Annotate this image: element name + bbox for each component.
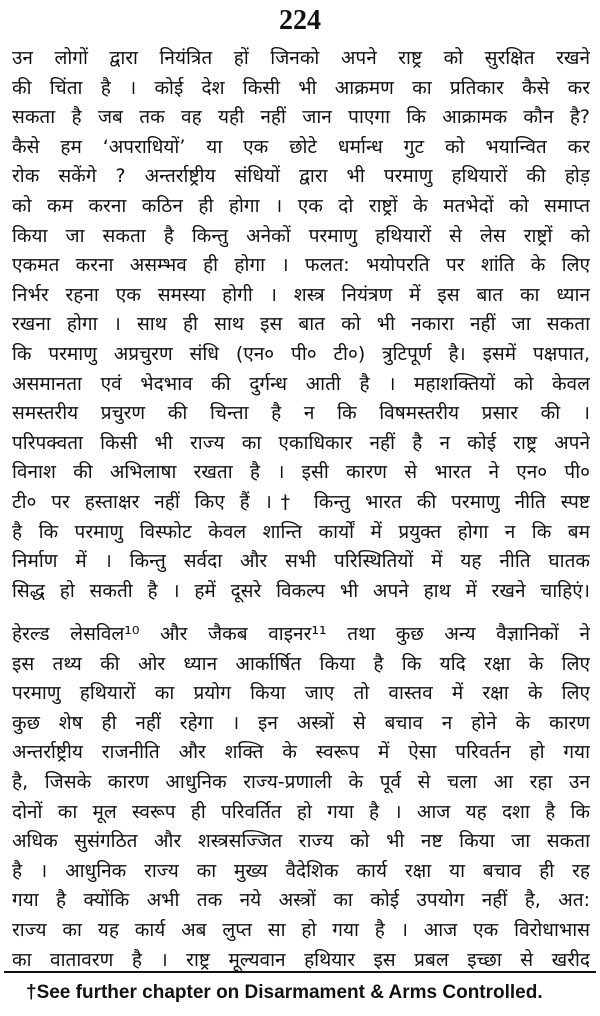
text-line: है, जिसके कारण आधुनिक राज्य-प्रणाली के पूर्व से चला आ रहा उन	[12, 770, 590, 793]
text-line: को कम करना कठिन ही होगा । एक दो राष्ट्रों के मतभेदों को समाप्त	[12, 194, 590, 217]
text-line: दोनों का मूल स्वरूप ही परिवर्तित हो गया है । आज यह दशा है कि	[12, 800, 590, 823]
text-line: सकता है जब तक वह यही नहीं जान पाएगा कि आक्रामक कौन है?	[12, 106, 590, 129]
text-line: गया है क्योंकि अभी तक नये अस्त्रों का कोई उपयोग नहीं है, अत:	[12, 889, 590, 912]
text-line: अधिक सुसंगठित और शस्त्रसज्जित राज्य को भी नष्ट किया जा सकता	[12, 830, 590, 853]
text-line: इस तथ्य की ओर ध्यान आर्कार्षित किया है कि यदि रक्षा के लिए	[12, 652, 590, 675]
text-line: है । आधुनिक राज्य का मुख्य वैदेशिक कार्य रक्षा या बचाव ही रह	[12, 859, 590, 882]
text-line: टी० पर हस्ताक्षर नहीं किए हैं ।† किन्तु भारत की परमाणु नीति स्पष्ट	[12, 490, 590, 513]
text-line: एकमत करना असम्भव ही होगा । फलत: भयोपरति पर शांति के लिए	[12, 254, 590, 277]
text-line: निर्भर रहना एक समस्या होगी । शस्त्र नियंत्रण में इस बात का ध्यान	[12, 283, 590, 306]
text-line: रोक सकेंगे ? अन्तर्राष्ट्रीय संधियों द्वारा भी परमाणु हथियारों की होड़	[12, 165, 590, 188]
text-line: असमानता एवं भेदभाव की दुर्गन्ध आती है । महाशक्तियों को केवल	[12, 372, 590, 395]
text-line: परमाणु हथियारों का प्रयोग किया जाए तो वास्तव में रक्षा के लिए	[12, 682, 590, 705]
footnote-divider	[4, 971, 596, 973]
text-line: उन लोगों द्वारा नियंत्रित हों जिनको अपने राष्ट्र को सुरक्षित रखने	[12, 47, 590, 69]
text-line: रखना होगा । साथ ही साथ इस बात को भी नकारा नहीं जा सकता	[12, 313, 590, 336]
text-line: अन्तर्राष्ट्रीय राजनीति और शक्ति के स्वरूप में ऐसा परिवर्तन हो गया	[12, 741, 590, 764]
text-line: का वातावरण है । राष्ट्र मूल्यवान हथियार इस प्रबल इच्छा से खरीद	[12, 948, 590, 971]
paragraph-1	[12, 44, 590, 606]
text-line: समस्तरीय प्रचुरण की चिन्ता है न कि विषमस्तरीय प्रसार की ।	[12, 402, 590, 425]
footnote: †See further chapter on Disarmament & Arms Controlled.	[26, 982, 543, 1003]
text-line: है कि परमाणु विस्फोट केवल शान्ति कार्यों में प्रयुक्त होगा न कि बम	[12, 520, 590, 543]
text-line: सिद्ध हो सकती है । हमें दूसरे विकल्प भी अपने हाथ में रखने चाहिएं।	[12, 579, 590, 602]
text-line: कुछ शेष ही नहीं रहेगा । इन अस्त्रों से बचाव न होने के कारण	[12, 711, 590, 734]
text-line: कि परमाणु अप्रचुरण संधि (एन० पी० टी०) त्रुटिपूर्ण है। इसमें पक्षपात,	[12, 342, 590, 365]
paragraph-2	[12, 620, 590, 975]
text-line: कैसे हम ‘अपराधियों’ या एक छोटे धर्मान्ध गुट को भयान्वित कर	[12, 135, 590, 158]
text-line: विनाश की अभिलाषा रखता है । इसी कारण से भारत ने एन० पी०	[12, 461, 590, 484]
text-line: हेरल्ड लेसविल¹⁰ और जैकब वाइनर¹¹ तथा कुछ अन्य वैज्ञानिकों ने	[12, 623, 590, 645]
text-line: राज्य का यह कार्य अब लुप्त सा हो गया है । आज एक विरोधाभास	[12, 918, 590, 941]
text-line: परिपक्वता किसी भी राज्य का एकाधिकार नहीं है न कोई राष्ट्र अपने	[12, 431, 590, 454]
text-line: की चिंता है । कोई देश किसी भी आक्रमण का प्रतिकार कैसे कर	[12, 76, 590, 99]
page-number: 224	[279, 5, 321, 36]
text-line: किया जा सकता है किन्तु अनेकों परमाणु हथियारों से लेस राष्ट्रों को	[12, 224, 590, 247]
text-line: निर्माण में । किन्तु सर्वदा और सभी परिस्थितियों में यह नीति घातक	[12, 550, 590, 573]
